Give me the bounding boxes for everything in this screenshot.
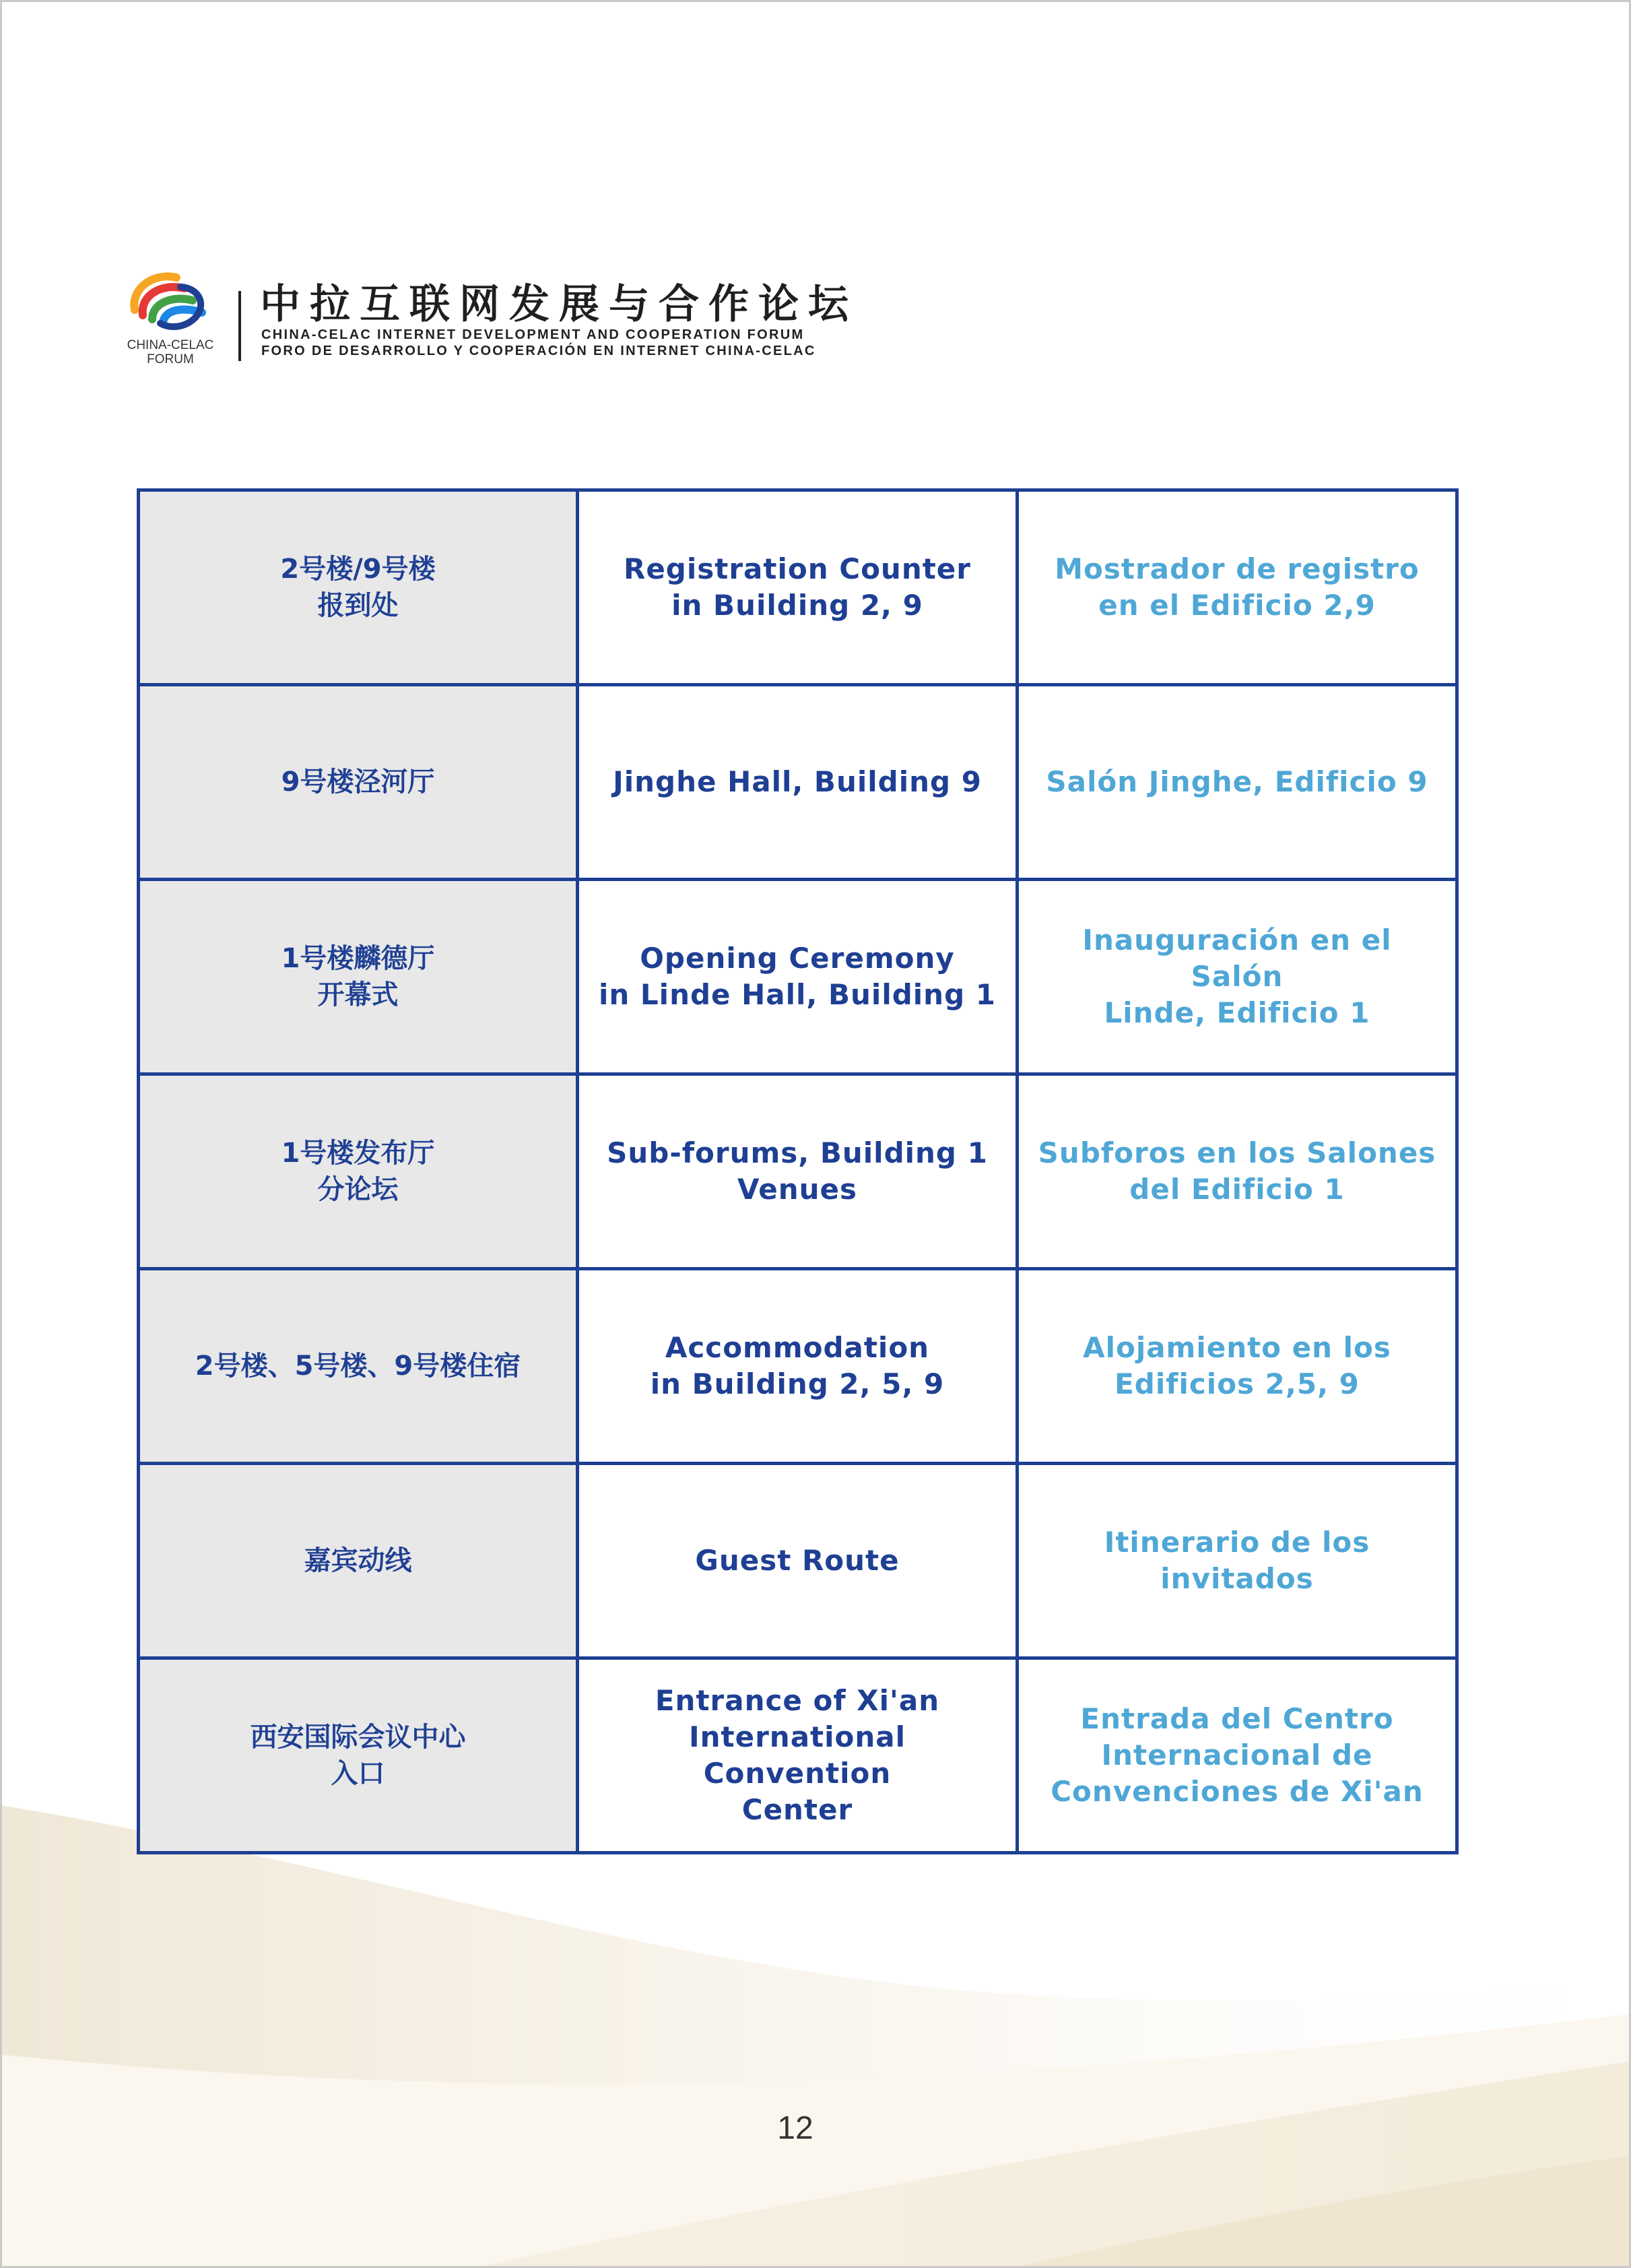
china-celac-forum-logo-icon	[123, 268, 220, 335]
english-cell	[578, 1658, 1018, 1853]
table-row	[139, 490, 1457, 685]
chinese-text: 1号楼发布厅	[281, 1138, 435, 1169]
chinese-text: 9号楼泾河厅	[281, 767, 435, 798]
english-text: in Building 2, 5, 9	[650, 1367, 945, 1400]
chinese-cell	[139, 1269, 578, 1464]
spanish-text: Convenciones de Xi'an	[1051, 1775, 1424, 1808]
spanish-text: Internacional de	[1101, 1739, 1373, 1772]
spanish-text: del Edificio 1	[1129, 1173, 1345, 1206]
spanish-cell	[1018, 1464, 1457, 1658]
spanish-text: Linde, Edificio 1	[1104, 996, 1370, 1029]
spanish-cell	[1018, 1269, 1457, 1464]
chinese-text: 2号楼/9号楼	[280, 554, 436, 585]
chinese-cell	[139, 685, 578, 880]
english-text: in Linde Hall, Building 1	[599, 978, 996, 1011]
spanish-text: Subforos en los Salones	[1038, 1136, 1436, 1169]
chinese-text: 分论坛	[317, 1174, 399, 1205]
chinese-text: 1号楼麟德厅	[281, 943, 435, 974]
english-cell	[578, 1464, 1018, 1658]
page-number: 12	[777, 2110, 813, 2146]
table-row	[139, 1658, 1457, 1853]
spanish-text: en el Edificio 2,9	[1098, 589, 1376, 622]
forum-title-spanish: FORO DE DESARROLLO Y COOPERACIÓN EN INTERNET CHINA-CELAC	[261, 344, 816, 358]
spanish-cell	[1018, 1074, 1457, 1269]
logo-caption-line2: FORUM	[147, 352, 194, 366]
english-text: Opening Ceremony	[640, 942, 955, 975]
chinese-text: 报到处	[317, 590, 399, 621]
spanish-text: Edificios 2,5, 9	[1114, 1367, 1360, 1400]
spanish-cell	[1018, 685, 1457, 880]
english-cell	[578, 880, 1018, 1074]
spanish-text: Salón Jinghe, Edificio 9	[1046, 765, 1428, 798]
table-row	[139, 685, 1457, 880]
spanish-text: Entrada del Centro	[1080, 1702, 1394, 1735]
spanish-cell	[1018, 880, 1457, 1074]
chinese-text: 2号楼、5号楼、9号楼住宿	[195, 1351, 521, 1382]
chinese-text: 入口	[331, 1758, 385, 1789]
chinese-text: 嘉宾动线	[304, 1545, 412, 1576]
english-text: Registration Counter	[623, 552, 972, 585]
header-divider	[238, 291, 241, 361]
english-text: Entrance of Xi'an	[655, 1684, 940, 1717]
chinese-cell	[139, 880, 578, 1074]
spanish-text: Itinerario de los invitados	[1104, 1526, 1370, 1595]
table-row	[139, 1464, 1457, 1658]
chinese-cell	[139, 1658, 578, 1853]
chinese-text: 西安国际会议中心	[250, 1722, 466, 1753]
spanish-text: Mostrador de registro	[1055, 552, 1420, 585]
english-text: International Convention	[688, 1720, 906, 1790]
logo-caption	[113, 338, 228, 366]
spanish-text: Inauguración en el Salón	[1082, 924, 1392, 993]
english-text: Jinghe Hall, Building 9	[613, 765, 982, 798]
english-cell	[578, 1269, 1018, 1464]
english-cell	[578, 490, 1018, 685]
forum-title-english: CHINA-CELAC INTERNET DEVELOPMENT AND COOPERATION FORUM	[261, 327, 805, 342]
english-text: in Building 2, 9	[671, 589, 923, 622]
table-row	[139, 1269, 1457, 1464]
english-cell	[578, 1074, 1018, 1269]
english-text: Guest Route	[695, 1544, 900, 1577]
logo-caption-line1: CHINA-CELAC	[127, 338, 214, 352]
table-row	[139, 1074, 1457, 1269]
english-text: Center	[741, 1793, 853, 1826]
spanish-cell	[1018, 1658, 1457, 1853]
english-text: Accommodation	[665, 1331, 930, 1364]
spanish-text: Alojamiento en los	[1083, 1331, 1391, 1364]
english-cell	[578, 685, 1018, 880]
forum-title-chinese: 中拉互联网发展与合作论坛	[260, 281, 858, 328]
chinese-cell	[139, 1074, 578, 1269]
chinese-cell	[139, 1464, 578, 1658]
english-text: Sub-forums, Building 1	[607, 1136, 988, 1169]
chinese-cell	[139, 490, 578, 685]
table-row	[139, 880, 1457, 1074]
chinese-text: 开幕式	[317, 979, 399, 1010]
english-text: Venues	[737, 1173, 857, 1206]
spanish-cell	[1018, 490, 1457, 685]
venue-table	[137, 488, 1459, 1854]
